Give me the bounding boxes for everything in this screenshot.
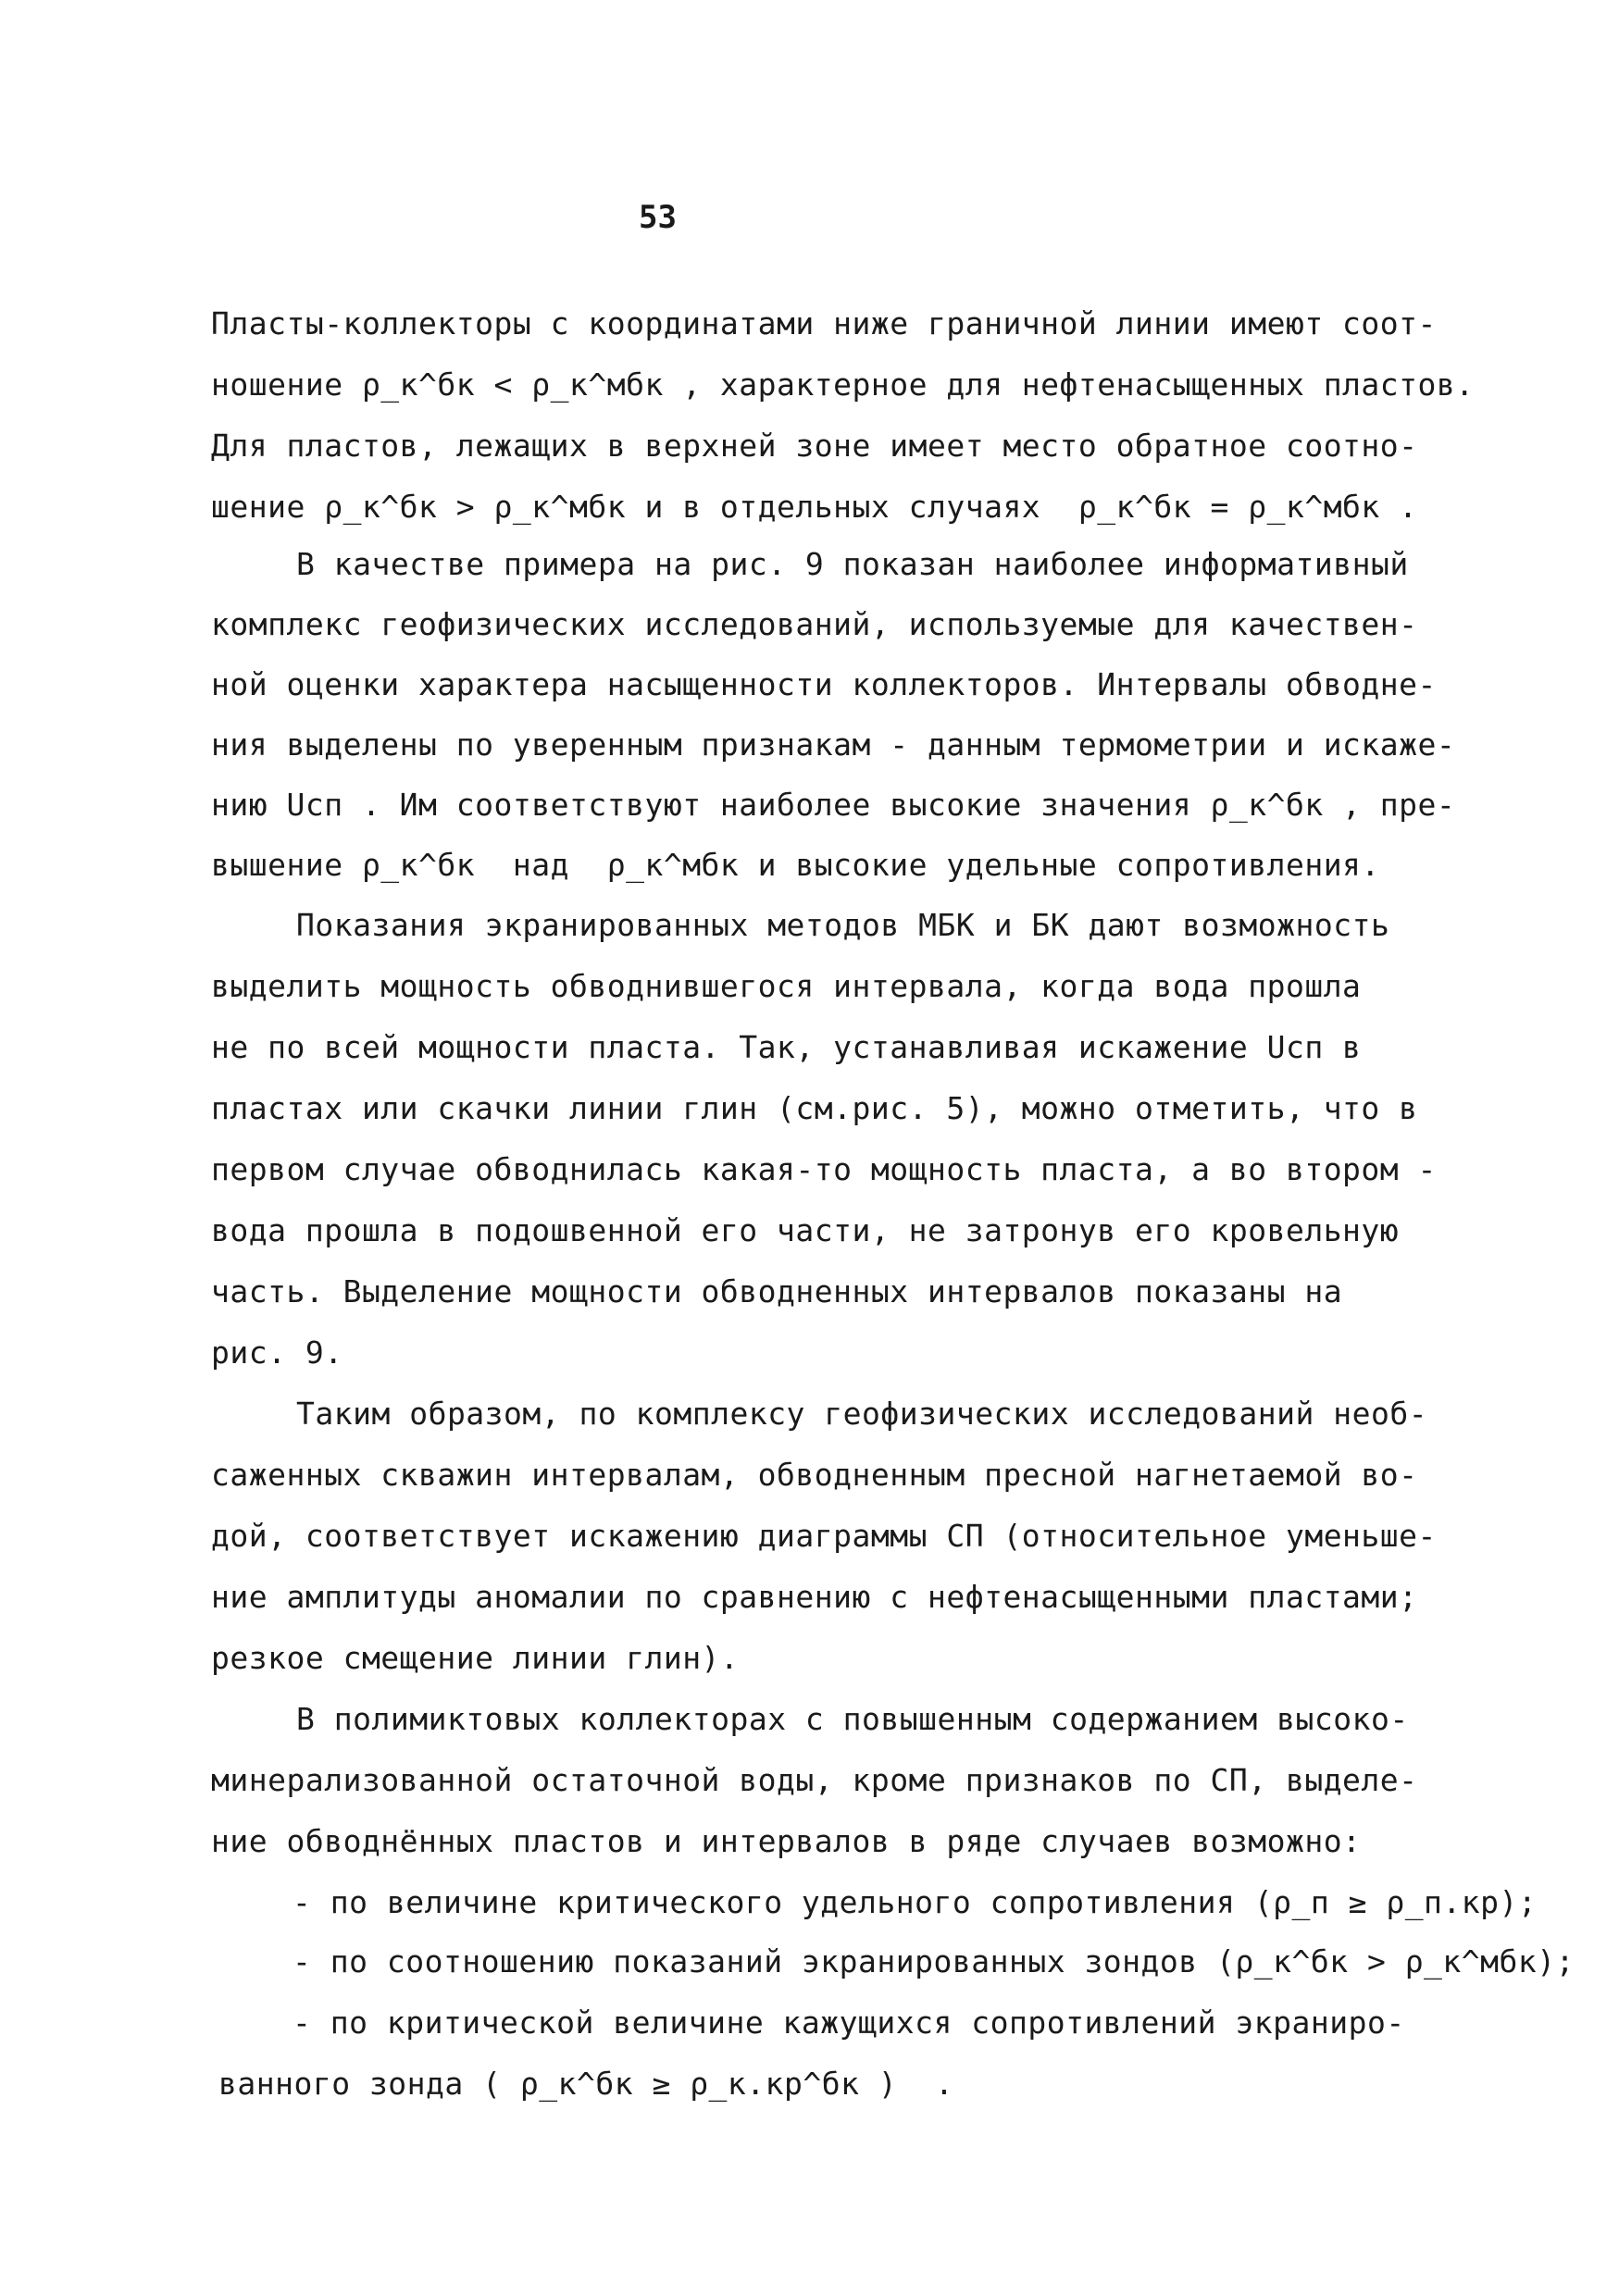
text-line: дой, соответствует искажению диаграммы СП (относительное уменьше- xyxy=(211,1518,1437,1554)
text-line: комплекс геофизических исследований, используемые для качествен- xyxy=(211,606,1418,642)
text-line: ванного зонда ( ρ_к^бк ≥ ρ_к.кр^бк ) . xyxy=(218,2066,954,2102)
text-line: первом случае обводнилась какая-то мощность пласта, а во втором - xyxy=(211,1151,1437,1187)
text-line: Для пластов, лежащих в верхней зоне имеет место обратное соотно- xyxy=(211,428,1418,464)
text-line: пластах или скачки линии глин (см.рис. 5), можно отметить, что в xyxy=(211,1090,1418,1126)
text-line: ние амплитуды аномалии по сравнению с нефтенасыщенными пластами; xyxy=(211,1579,1418,1615)
text-line: В качестве примера на рис. 9 показан наиболее информативный xyxy=(296,546,1409,582)
text-line: саженных скважин интервалам, обводненным пресной нагнетаемой во- xyxy=(211,1457,1418,1493)
text-line: Таким образом, по комплексу геофизических исследований необ- xyxy=(296,1396,1428,1432)
text-line: шение ρ_к^бк > ρ_к^мбк и в отдельных случаях ρ_к^бк = ρ_к^мбк . xyxy=(211,489,1418,525)
list-item: - по критической величине кажущихся сопротивлений экраниро- xyxy=(293,2004,1405,2041)
text-line: нию Uсп . Им соответствуют наиболее высокие значения ρ_к^бк , пре- xyxy=(211,787,1456,823)
list-item: - по соотношению показаний экранированных зондов (ρ_к^бк > ρ_к^мбк); xyxy=(293,1943,1575,1980)
text-line: Показания экранированных методов МБК и БК дают возможность xyxy=(296,907,1390,943)
text-line: В полимиктовых коллекторах с повышенным содержанием высоко- xyxy=(296,1701,1409,1737)
text-line: резкое смещение линии глин). xyxy=(211,1640,740,1676)
text-line: не по всей мощности пласта. Так, устанавливая искажение Uсп в xyxy=(211,1029,1362,1065)
text-line: ние обводнённых пластов и интервалов в ряде случаев возможно: xyxy=(211,1823,1362,1859)
text-line: ния выделены по уверенным признакам - данным термометрии и искаже- xyxy=(211,726,1456,763)
text-line: минерализованной остаточной воды, кроме признаков по СП, выделе- xyxy=(211,1762,1418,1798)
list-item: - по величине критического удельного сопротивления (ρ_п ≥ ρ_п.кр); xyxy=(293,1884,1538,1920)
text-line: часть. Выделение мощности обводненных интервалов показаны на xyxy=(211,1273,1343,1309)
text-line: ной оценки характера насыщенности коллекторов. Интервалы обводне- xyxy=(211,666,1437,702)
text-line: выделить мощность обводнившегося интервала, когда вода прошла xyxy=(211,968,1362,1004)
text-line: вода прошла в подошвенной его части, не затронув его кровельную xyxy=(211,1212,1400,1248)
text-line: Пласты-коллекторы с координатами ниже граничной линии имеют соот- xyxy=(211,305,1437,341)
text-line: ношение ρ_к^бк < ρ_к^мбк , характерное для нефтенасыщенных пластов. xyxy=(211,366,1475,403)
text-line: вышение ρ_к^бк над ρ_к^мбк и высокие удельные сопротивления. xyxy=(211,847,1380,883)
page-number: 53 xyxy=(639,199,677,236)
text-line: рис. 9. xyxy=(211,1334,343,1371)
